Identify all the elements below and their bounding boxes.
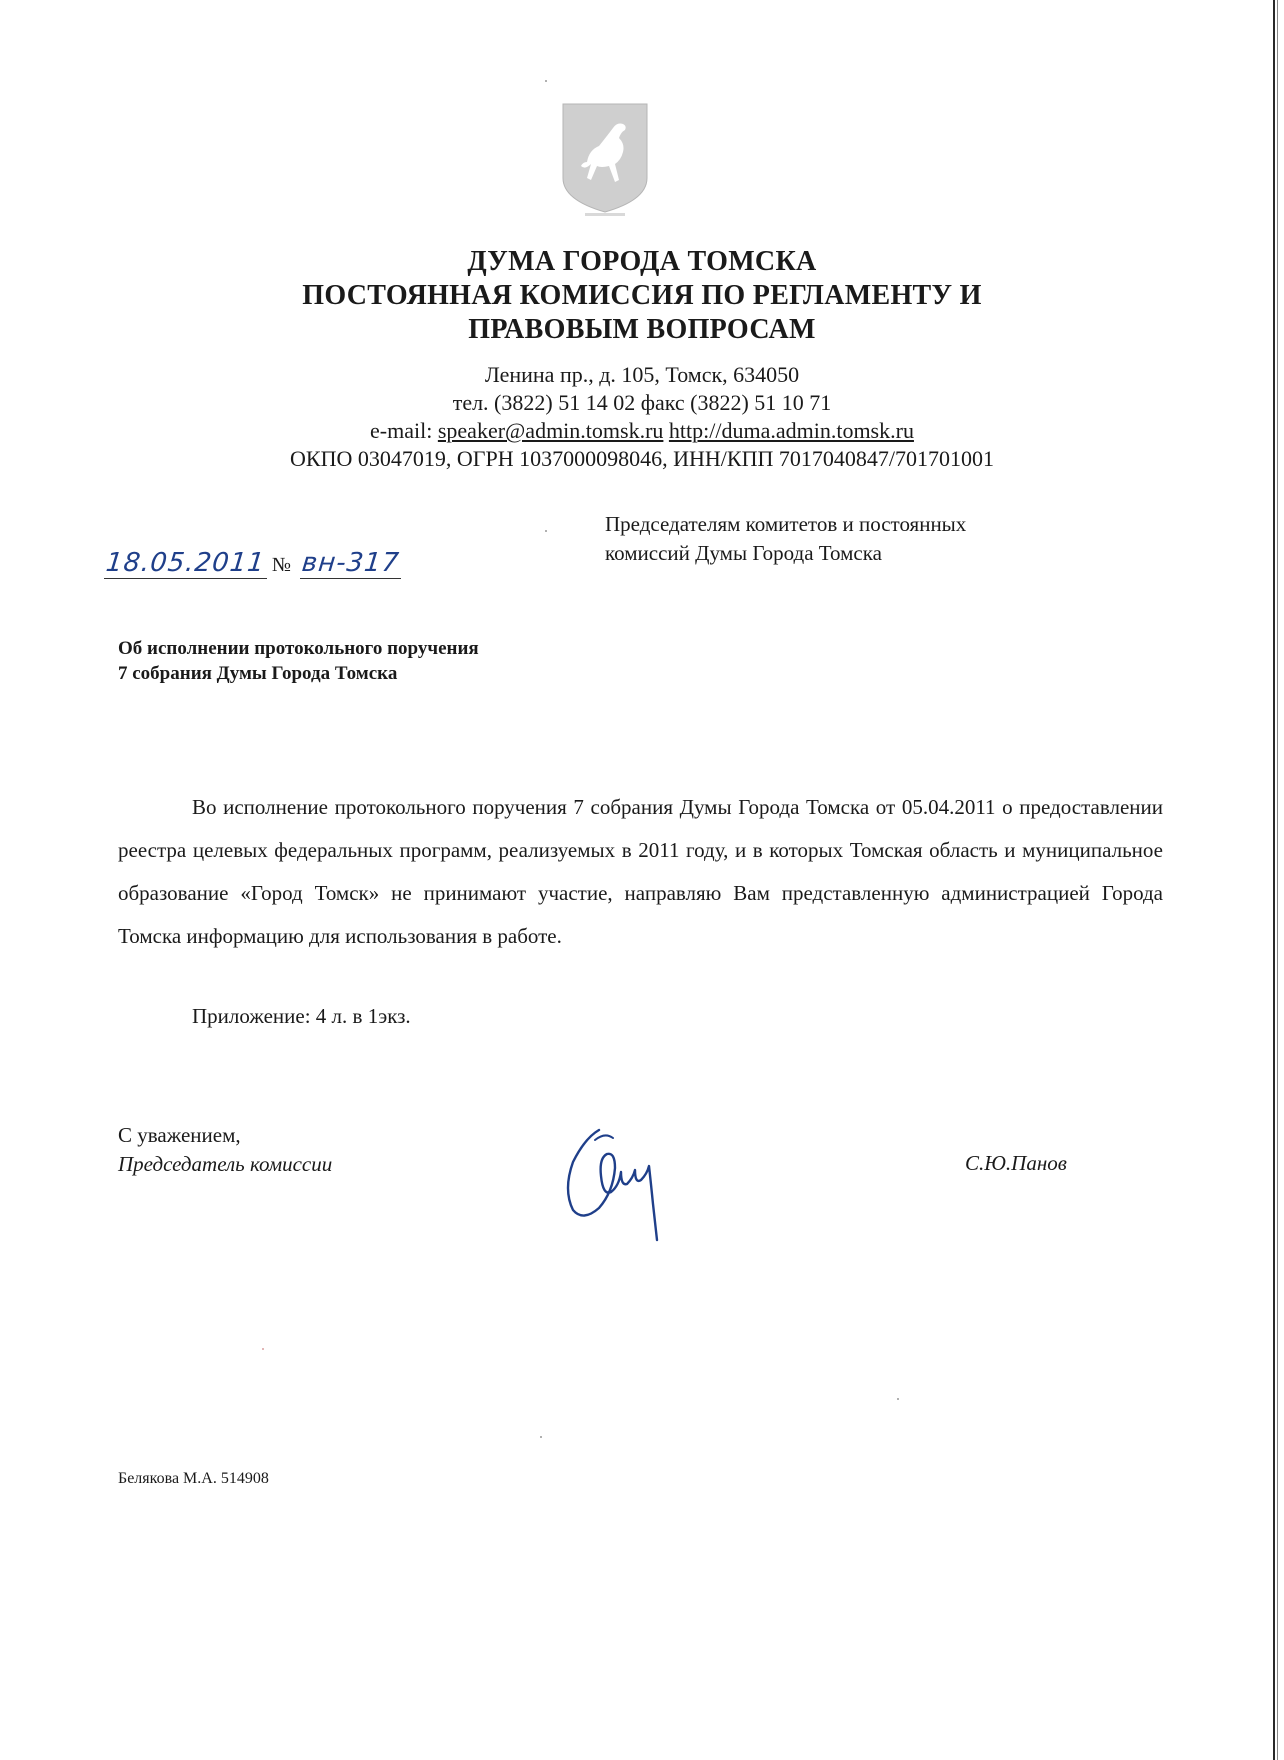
- signer-name: С.Ю.Панов: [965, 1151, 1067, 1175]
- org-registry-codes: ОКПО 03047019, ОГРН 1037000098046, ИНН/КПП 7017040847/701701001: [290, 446, 994, 471]
- scan-speck: [545, 530, 547, 532]
- org-phone-fax: тел. (3822) 51 14 02 факс (3822) 51 10 71: [452, 390, 832, 415]
- org-name-line1: ДУМА ГОРОДА ТОМСКА: [467, 246, 817, 277]
- org-address: Ленина пр., д. 105, Томск, 634050: [484, 362, 800, 387]
- registration-date: 18.05.2011: [104, 548, 267, 578]
- subject-block: [118, 636, 479, 686]
- registration-number: вн-317: [300, 548, 401, 578]
- closing-block: [118, 1121, 332, 1179]
- tomsk-coat-of-arms-icon: [557, 100, 653, 220]
- scan-speck: [262, 1348, 264, 1350]
- subject-line2: 7 собрания Думы Города Томска: [118, 663, 398, 684]
- org-contacts-online: [0, 417, 1284, 445]
- org-name-line2: ПОСТОЯННАЯ КОМИССИЯ ПО РЕГЛАМЕНТУ И: [302, 280, 982, 311]
- website-link[interactable]: http://duma.admin.tomsk.ru: [668, 418, 914, 443]
- email-link[interactable]: speaker@admin.tomsk.ru: [437, 418, 664, 443]
- signer-title: Председатель комиссии: [118, 1152, 333, 1176]
- recipient-line2: комиссий Думы Города Томска: [605, 541, 882, 565]
- closing-regards: С уважением,: [118, 1123, 241, 1147]
- recipient-line1: Председателям комитетов и постоянных: [605, 512, 967, 536]
- letterhead: [0, 245, 1284, 473]
- appendix-note: Приложение: 4 л. в 1экз.: [192, 1004, 411, 1028]
- scan-speck: [540, 1436, 542, 1438]
- executor-contact: Белякова М.А. 514908: [118, 1470, 269, 1487]
- subject-line1: Об исполнении протокольного поручения: [118, 638, 479, 659]
- handwritten-signature-icon: [555, 1118, 695, 1258]
- org-name-line3: ПРАВОВЫМ ВОПРОСАМ: [468, 314, 816, 345]
- email-label: e-mail:: [370, 418, 433, 443]
- number-sign: №: [271, 554, 291, 576]
- scan-speck: [545, 80, 547, 82]
- recipient-block: [605, 510, 966, 568]
- body-paragraph: Во исполнение протокольного поручения 7 собрания Думы Города Томска от 05.04.2011 о предоставлении реестра целевых федеральных программ, реализуемых в 2011 году, и в которых Томская область и муниципальное образование «Город Томск» не принимают участие, направляю Вам представленную администрацией Города Томска информацию для использования в работе.: [118, 795, 1163, 948]
- scan-speck: [897, 1398, 899, 1400]
- registration-stamp: [104, 548, 401, 588]
